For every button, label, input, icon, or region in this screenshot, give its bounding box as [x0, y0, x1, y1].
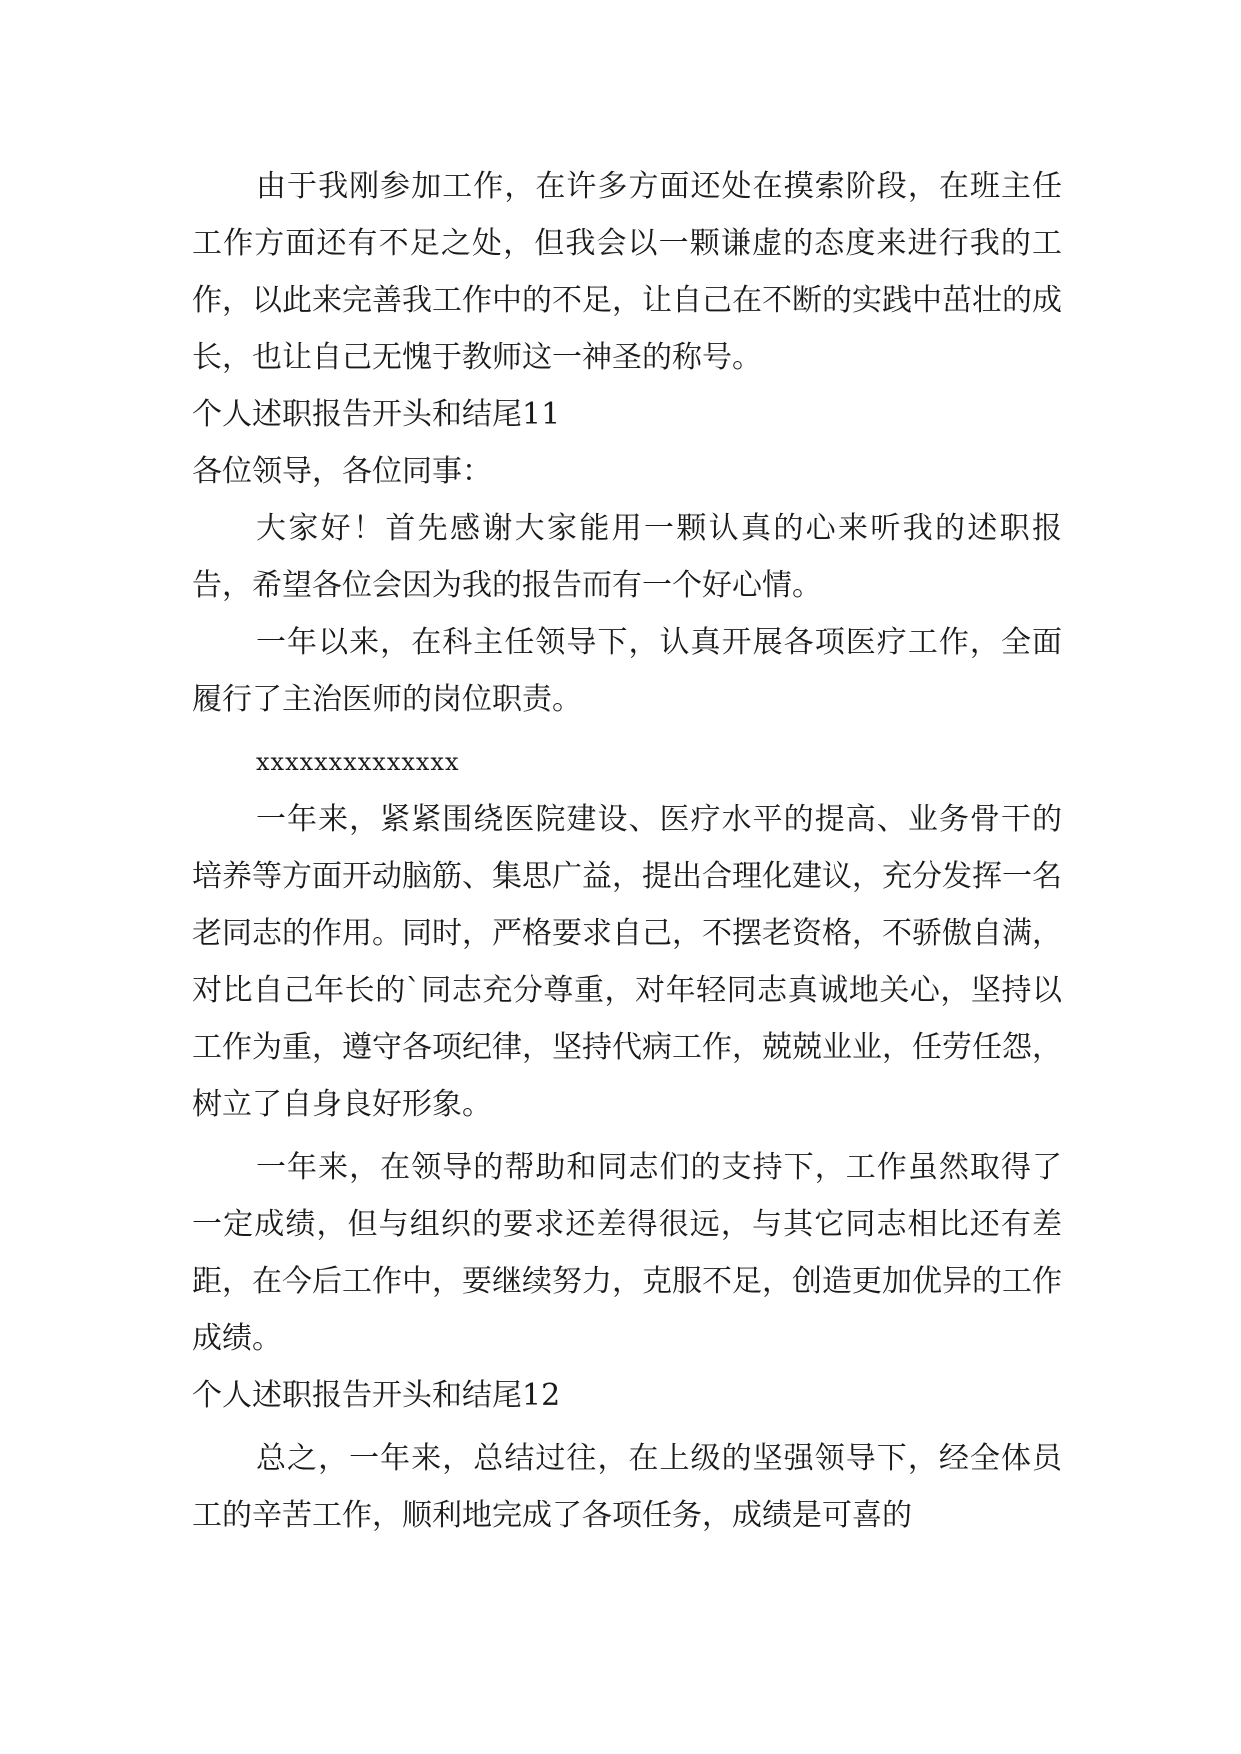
paragraph-duties-summary: 一年以来，在科主任领导下，认真开展各项医疗工作，全面履行了主治医师的岗位职责。	[192, 625, 1062, 717]
placeholder-line: xxxxxxxxxxxxxx	[256, 748, 460, 776]
document-body	[192, 158, 1062, 1544]
paragraph-closing-reflection: 由于我刚参加工作，在许多方面还处在摸索阶段，在班主任工作方面还有不足之处，但我会以一颗谦虚的态度来进行我的工作，以此来完善我工作中的不足，让自己在不断的实践中茁壮的成长，也让自己无愧于教师这一神圣的称号。	[192, 169, 1062, 375]
section-heading-12: 个人述职报告开头和结尾12	[192, 1378, 561, 1413]
paragraph-annual-summary: 总之，一年来，总结过往，在上级的坚强领导下，经全体员工的辛苦工作，顺利地完成了各项任务，成绩是可喜的	[192, 1441, 1062, 1533]
paragraph-opening-thanks: 大家好！首先感谢大家能用一颗认真的心来听我的述职报告，希望各位会因为我的报告而有一个好心情。	[192, 511, 1062, 603]
section-heading-11: 个人述职报告开头和结尾11	[192, 397, 561, 432]
paragraph-work-contribution: 一年来，紧紧围绕医院建设、医疗水平的提高、业务骨干的培养等方面开动脑筋、集思广益，提出合理化建议，充分发挥一名老同志的作用。同时，严格要求自己，不摆老资格，不骄傲自满，对比自己年长的`同志充分尊重，对年轻同志真诚地关心，坚持以工作为重，遵守各项纪律，坚持代病工作，兢兢业业，任劳任怨，树立了自身良好形象。	[192, 802, 1062, 1122]
paragraph-improvement-goals: 一年来，在领导的帮助和同志们的支持下，工作虽然取得了一定成绩，但与组织的要求还差得很远，与其它同志相比还有差距，在今后工作中，要继续努力，克服不足，创造更加优异的工作成绩。	[192, 1150, 1062, 1356]
greeting-line: 各位领导，各位同事：	[192, 454, 492, 489]
